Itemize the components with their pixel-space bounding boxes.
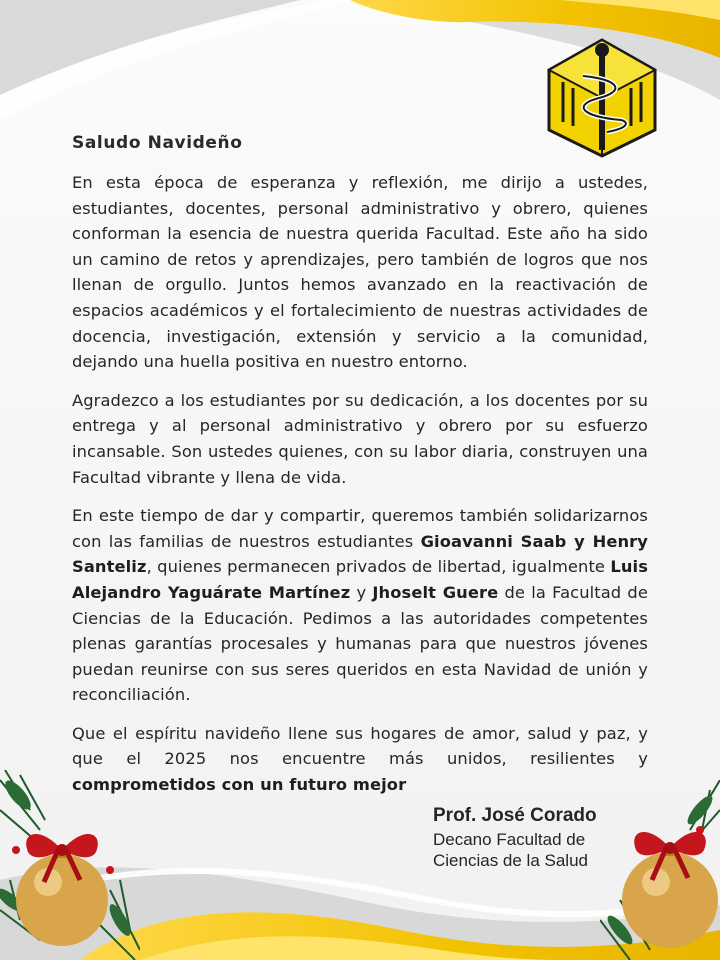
paragraph-3-text: En este tiempo de dar y compartir, queremos también solidarizarnos con las familias de nuestros estudiantes: [72, 506, 648, 551]
gold-ornament-ball: [622, 852, 718, 948]
student-names-1: Gioavanni Saab y Henry Santeliz: [72, 531, 648, 577]
signer-title-line-2: Ciencias de la Salud: [433, 851, 588, 870]
signer-name: Prof. José Corado: [433, 805, 597, 826]
paragraph-1: En esta época de esperanza y reflexión, me dirijo a ustedes, estudiantes, docentes, personal administrativo y obrero, quienes conforman la esencia de nuestra querida Facultad. Este año ha sido un camino de retos y aprendizajes, pero también de logros que nos llenan de orgullo. Juntos hemos avanzado en la reactivación de espacios académicos y el fortalecimiento de nuestras actividades de docencia, investigación, extensión y servicio a la comunidad, dejando una huella positiva en nuestro entorno.: [72, 173, 648, 372]
signature: [433, 803, 597, 871]
paragraph-2: Agradezco a los estudiantes por su dedicación, a los docentes por su entrega y al personal administrativo y obrero por su esfuerzo incansable. Son ustedes quienes, con su labor diaria, construyen una Facultad vibrante y llena de vida.: [72, 390, 648, 487]
faculty-logo: [543, 36, 661, 160]
closing-bold: comprometidos con un futuro mejor: [72, 775, 407, 795]
paragraph-4-text: Que el espíritu navideño llene sus hogares de amor, salud y paz, y que el 2025 nos encuentre más unidos, resilientes y: [72, 723, 648, 769]
paragraph-4: [72, 721, 648, 798]
signer-title-line-1: Decano Facultad de: [433, 830, 586, 849]
student-name-3: Jhoselt Guere: [372, 582, 499, 602]
letter: [72, 133, 648, 811]
paragraph-3-text: de la Facultad de Ciencias de la Educación. Pedimos a las autoridades competentes plenas garantías procesales y humanas para que nuestros jóvenes puedan reunirse con sus seres queridos en esta Navidad de unión y reconciliación.: [72, 582, 648, 705]
paragraph-3: [72, 503, 648, 708]
student-name-2: Luis Alejandro Yaguárate Martínez: [72, 557, 648, 602]
gold-ornament-ball: [16, 854, 108, 946]
letter-title: Saludo Navideño: [72, 133, 243, 153]
paragraph-3-text: y: [350, 582, 373, 602]
paragraph-3-text: , quienes permanecen privados de libertad, igualmente: [146, 557, 611, 577]
